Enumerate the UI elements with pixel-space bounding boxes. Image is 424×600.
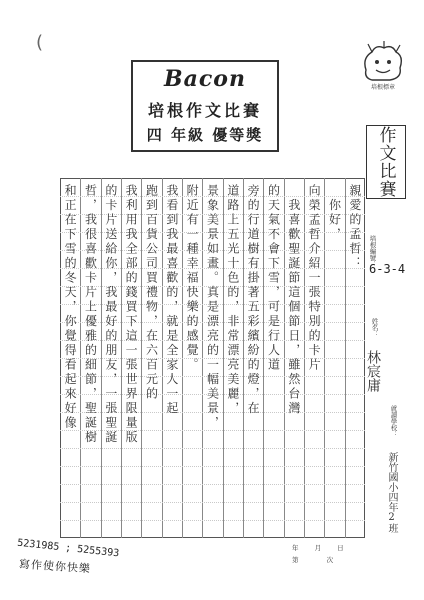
side-stamp: 作文比賽	[366, 125, 406, 199]
page-prefix-label: 第	[292, 556, 299, 564]
essay-column: 旁的行道樹有掛著五彩繽紛的燈，在	[246, 184, 261, 416]
essay-column: 景象美景如畫。真是漂亮的一幅美景，	[205, 184, 220, 431]
date-year-label: 年	[292, 544, 299, 552]
name-value: 林宸庸	[365, 350, 381, 392]
essay-column: 我喜歡聖誕節這個節日，雖然台灣	[286, 184, 301, 416]
essay-column: 向榮孟哲介紹一張特別的卡片	[307, 184, 322, 373]
school-label: 就讀學校：	[389, 405, 398, 438]
binding-mark: (	[36, 32, 44, 53]
footer-slogan: 寫作使你快樂	[18, 557, 92, 576]
code-value: 6-3-4	[369, 262, 406, 276]
bacon-mascot-icon	[358, 40, 406, 84]
essay-column: 你好，	[327, 184, 342, 242]
bacon-logo: Bacon	[164, 66, 246, 92]
award-line: 四 年級 優等獎	[146, 126, 264, 144]
contest-title: 培根作文比賽	[147, 101, 262, 120]
name-label: 姓名：	[370, 318, 379, 338]
essay-column: 我看到我最喜歡的，就是全家人一起	[164, 184, 179, 416]
mascot-caption: 培根標章	[370, 84, 395, 91]
essay-column: 親愛的孟哲：	[347, 184, 362, 271]
essay-column: 的卡片送給你，我最好的朋友，一張聖誕	[103, 184, 118, 445]
manuscript-grid	[60, 178, 365, 538]
essay-column: 哲，我很喜歡卡片上優雅的細節，聖誕樹	[83, 184, 98, 445]
essay-column: 跑到百貨公司買禮物，在六百元的	[144, 184, 159, 402]
code-label: 培根編號：	[368, 235, 377, 268]
essay-column: 我利用我全部的錢買下這一張世界限量版	[124, 184, 139, 445]
date-day-label: 日	[337, 544, 344, 552]
page-suffix-label: 次	[326, 556, 334, 564]
contest-header-box	[131, 60, 279, 152]
essay-column: 道路上五光十色的，非常漂亮美麗，	[225, 184, 240, 416]
footer-numbers: 5231985 ; 5255393	[16, 537, 120, 560]
school-value: 新竹國小四年2班	[386, 452, 397, 533]
page-labels	[292, 555, 333, 564]
essay-column: 附近有一種幸福快樂的感覺。	[185, 184, 200, 373]
date-month-label: 月	[314, 544, 322, 552]
essay-column: 和正在下雪的冬天，你覺得看起來好像	[63, 184, 78, 431]
essay-column: 的天氣不會下雪，可是行人道	[266, 184, 281, 373]
date-labels	[292, 543, 344, 552]
